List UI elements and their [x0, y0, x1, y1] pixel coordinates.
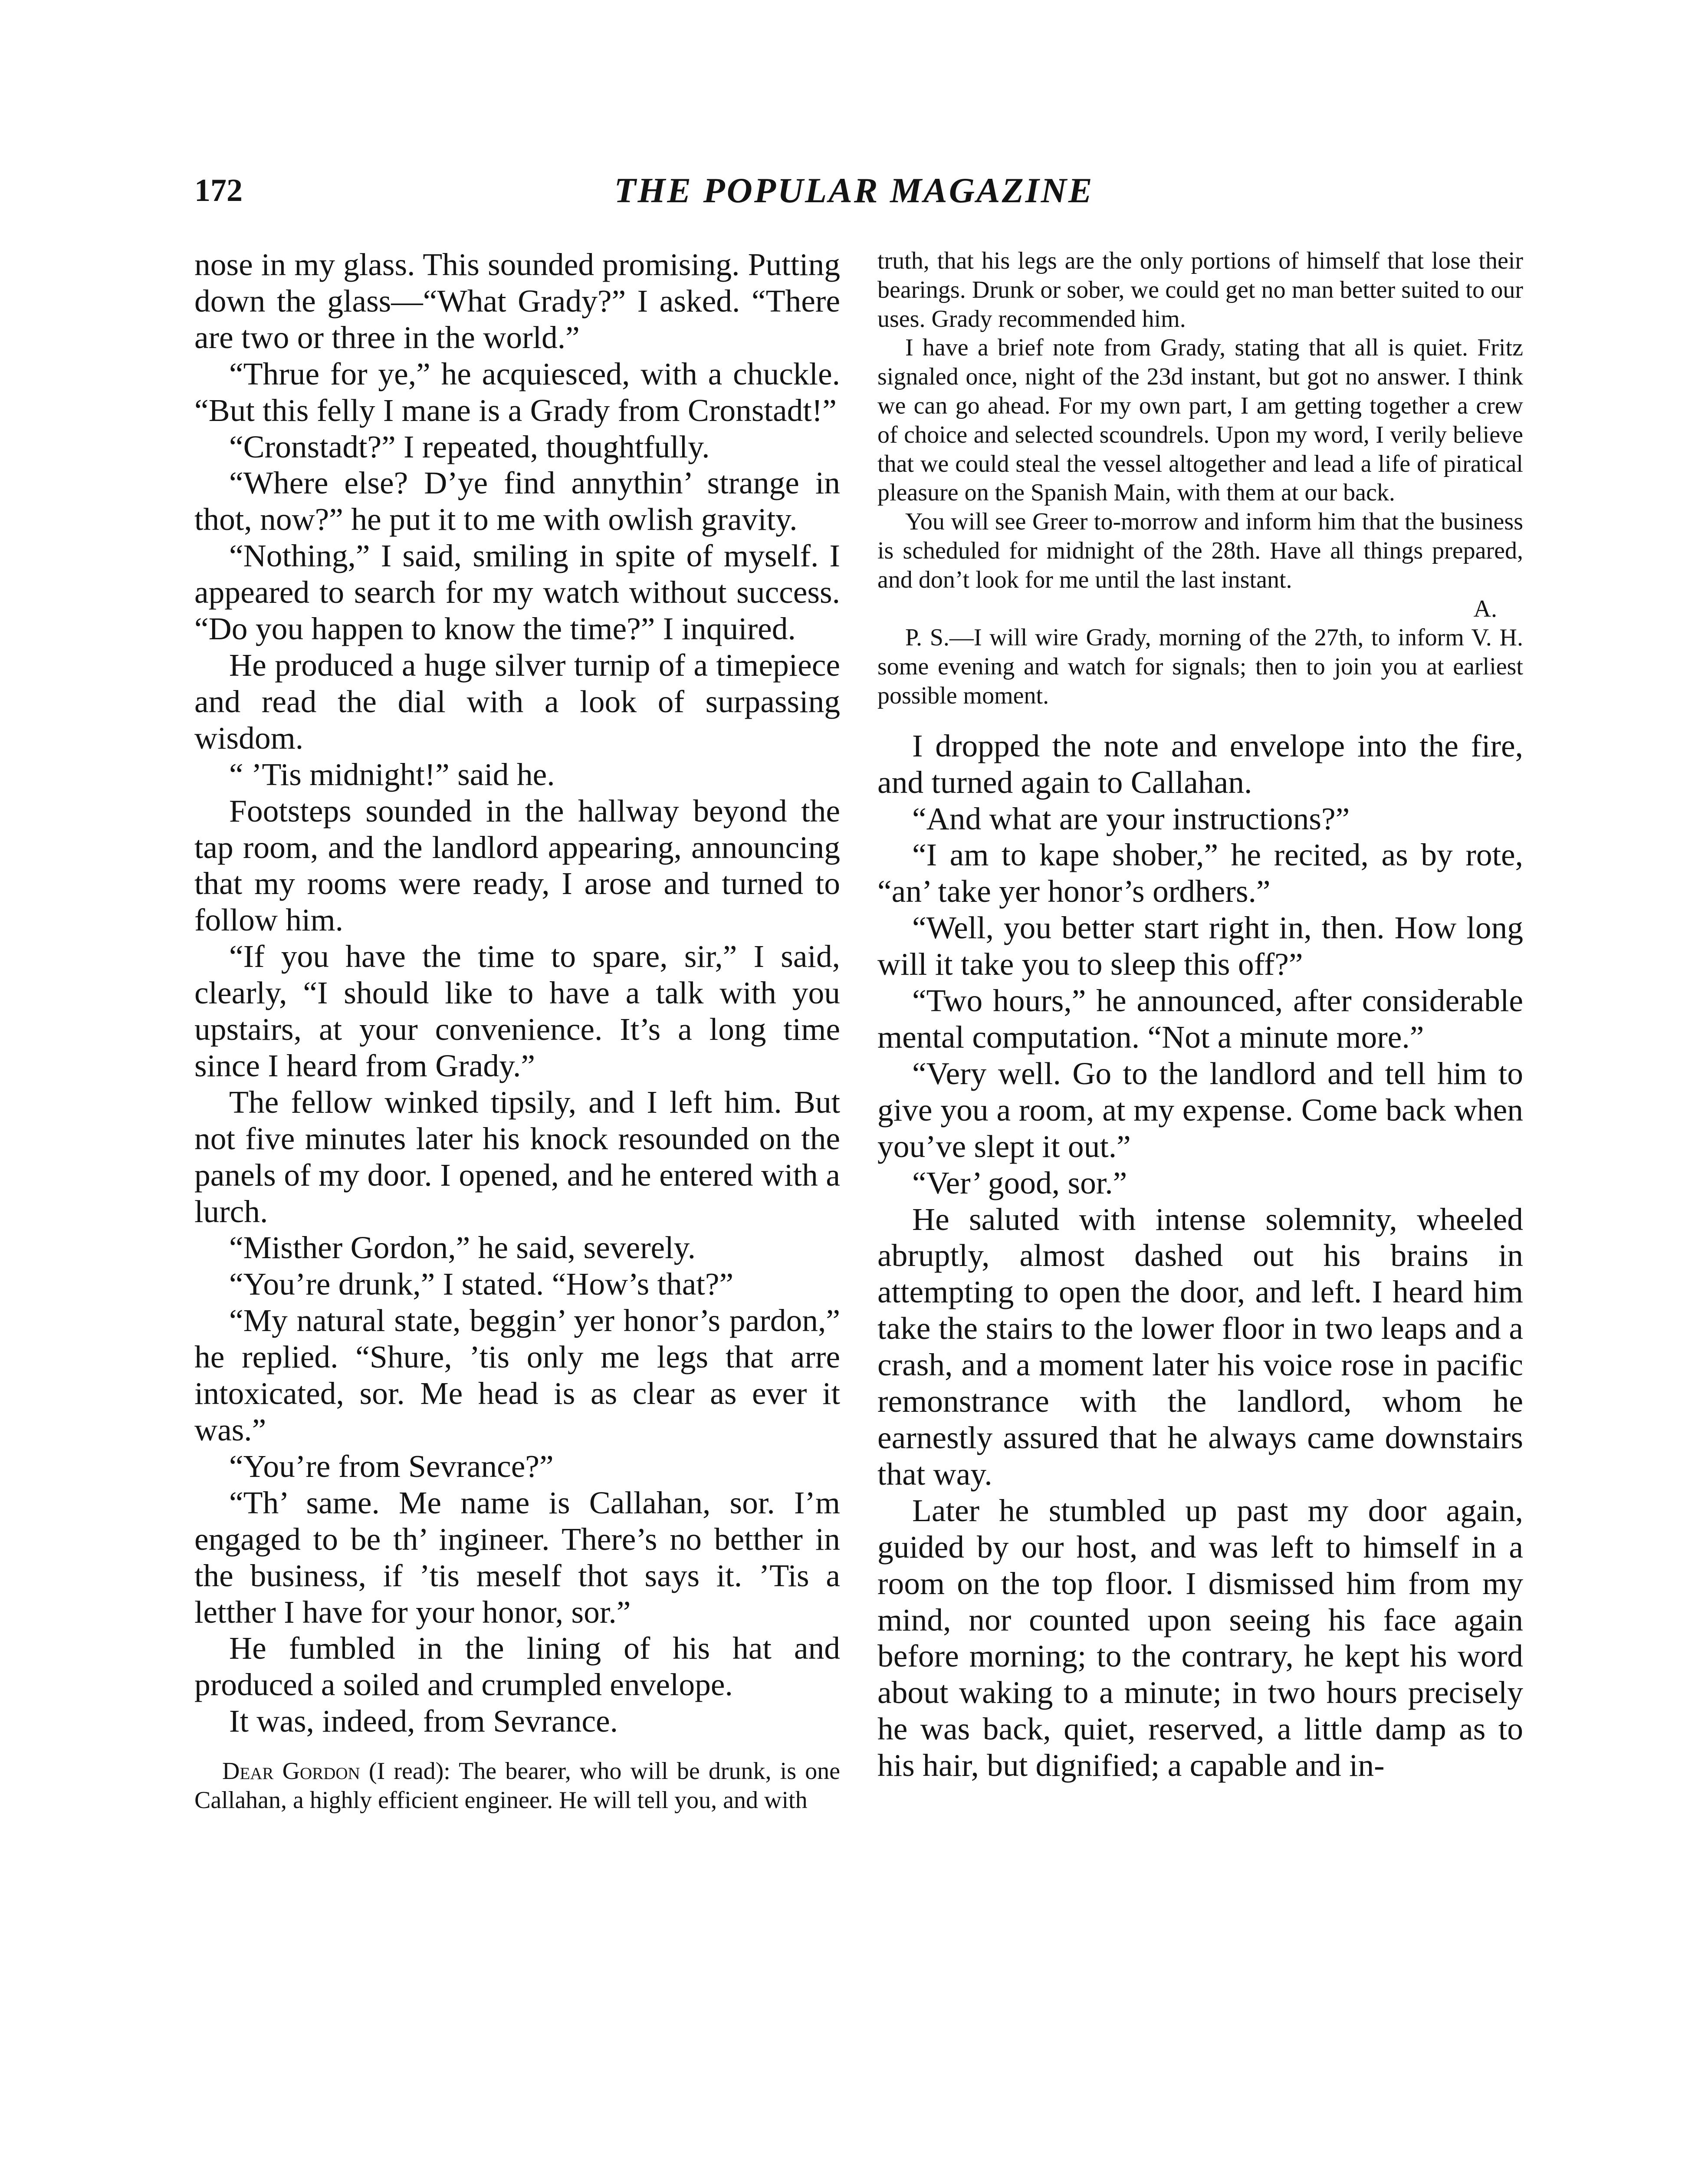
letter-opening: [194, 1757, 840, 1815]
body-paragraph: He produced a huge silver turnip of a timepiece and read the dial with a look of surpassing wisdom.: [194, 647, 840, 756]
letter-paragraph: truth, that his legs are the only portions of himself that lose their bearings. Drunk or sober, we could get no man better suited to our uses. Grady recommended him.: [877, 247, 1523, 332]
body-paragraph: “ ’Tis midnight!” said he.: [229, 756, 555, 792]
letter-opening-text: (I read): The bearer, who will be drunk, is one Callahan, a highly efficient engineer. He will tell you, and with: [194, 1758, 840, 1814]
body-paragraph: “You’re from Sevrance?”: [229, 1448, 554, 1484]
spacer: [877, 710, 1523, 728]
body-paragraph: “Well, you better start right in, then. How long will it take you to sleep this off?”: [877, 910, 1523, 982]
letter-salutation: Dear Gordon: [222, 1758, 360, 1785]
body-paragraph: “I am to kape shober,” he recited, as by rote, “an’ take yer honor’s ordhers.”: [877, 837, 1523, 909]
body-paragraph: He saluted with intense solemnity, wheeled abruptly, almost dashed out his brains in attempting to open the door, and left. I heard him take the stairs to the lower floor in two leaps and a crash, and a moment later his voice rose in pacific remonstrance with the landlord, whom he earnestly assured that he always came downstairs that way.: [877, 1201, 1523, 1492]
page-number: 172: [194, 173, 243, 208]
body-paragraph: “Ver’ good, sor.”: [912, 1165, 1127, 1200]
body-paragraph: Footsteps sounded in the hallway beyond the tap room, and the landlord appearing, announcing that my rooms were ready, I arose and turned to follow him.: [194, 793, 840, 938]
body-paragraph: The fellow winked tipsily, and I left him. But not five minutes later his knock resounded on the panels of my door. I opened, and he entered with a lurch.: [194, 1084, 840, 1229]
letter-signature: A.: [1473, 595, 1497, 622]
body-paragraph: “And what are your instructions?”: [912, 801, 1350, 836]
body-paragraph: nose in my glass. This sounded promising. Putting down the glass—“What Grady?” I asked. “There are two or three in the world.”: [194, 247, 840, 355]
body-paragraph: “Very well. Go to the landlord and tell him to give you a room, at my expense. Come back when you’ve slept it out.”: [877, 1055, 1523, 1164]
running-head: [0, 167, 1708, 214]
body-paragraph: “My natural state, beggin’ yer honor’s pardon,” he replied. “Shure, ’tis only me legs that arre intoxicated, sor. Me head is as clear as ever it was.”: [194, 1303, 840, 1447]
letter-closing-text: You will see Greer to-morrow and inform him that the business is scheduled for midnight of the 28th. Have all things prepared, and don’t look for me until the last instant.: [877, 508, 1523, 593]
body-paragraph: “Misther Gordon,” he said, severely.: [229, 1230, 696, 1266]
body-paragraph: “You’re drunk,” I stated. “How’s that?”: [229, 1266, 734, 1302]
letter-closing: [877, 507, 1523, 623]
letter-postscript: P. S.—I will wire Grady, morning of the 27th, to inform V. H. some evening and watch for signals; then to join you at earliest possible moment.: [877, 624, 1523, 709]
body-paragraph: “Where else? D’ye find annythin’ strange in thot, now?” he put it to me with owlish gravity.: [194, 465, 840, 537]
body-paragraph: He fumbled in the lining of his hat and produced a soiled and crumpled envelope.: [194, 1631, 840, 1703]
left-column: [194, 247, 840, 1815]
spacer: [194, 1739, 840, 1757]
body-paragraph: I dropped the note and envelope into the fire, and turned again to Callahan.: [877, 728, 1523, 800]
magazine-title: THE POPULAR MAGAZINE: [614, 171, 1094, 210]
body-paragraph: “Nothing,” I said, smiling in spite of myself. I appeared to search for my watch without success. “Do you happen to know the time?” I inquired.: [194, 538, 840, 647]
right-column: [877, 247, 1523, 1784]
body-paragraph: “Two hours,” he announced, after considerable mental computation. “Not a minute more.”: [877, 983, 1523, 1055]
body-paragraph: It was, indeed, from Sevrance.: [229, 1703, 618, 1739]
body-paragraph: Later he stumbled up past my door again, guided by our host, and was left to himself in a room on the top floor. I dismissed him from my mind, nor counted upon seeing his face again before morning; to the contrary, he kept his word about waking to a minute; in two hours precisely he was back, quiet, reserved, a little damp as to his hair, but dignified; a capable and in-: [877, 1493, 1523, 1783]
body-paragraph: “Th’ same. Me name is Callahan, sor. I’m engaged to be th’ ingineer. There’s no betther in the business, if ’tis meself thot says it. ’Tis a letther I have for your honor, sor.”: [194, 1485, 840, 1630]
letter-paragraph: I have a brief note from Grady, stating that all is quiet. Fritz signaled once, night of the 23d instant, but got no answer. I think we can go ahead. For my own part, I am getting together a crew of choice and selected scoundrels. Upon my word, I verily believe that we could steal the vessel altogether and lead a life of piratical pleasure on the Spanish Main, with them at our back.: [877, 334, 1523, 506]
body-paragraph: “Thrue for ye,” he acquiesced, with a chuckle. “But this felly I mane is a Grady from Cronstadt!”: [194, 356, 840, 428]
body-paragraph: “Cronstadt?” I repeated, thoughtfully.: [229, 429, 710, 464]
body-paragraph: “If you have the time to spare, sir,” I said, clearly, “I should like to have a talk with you upstairs, at your convenience. It’s a long time since I heard from Grady.”: [194, 939, 840, 1083]
